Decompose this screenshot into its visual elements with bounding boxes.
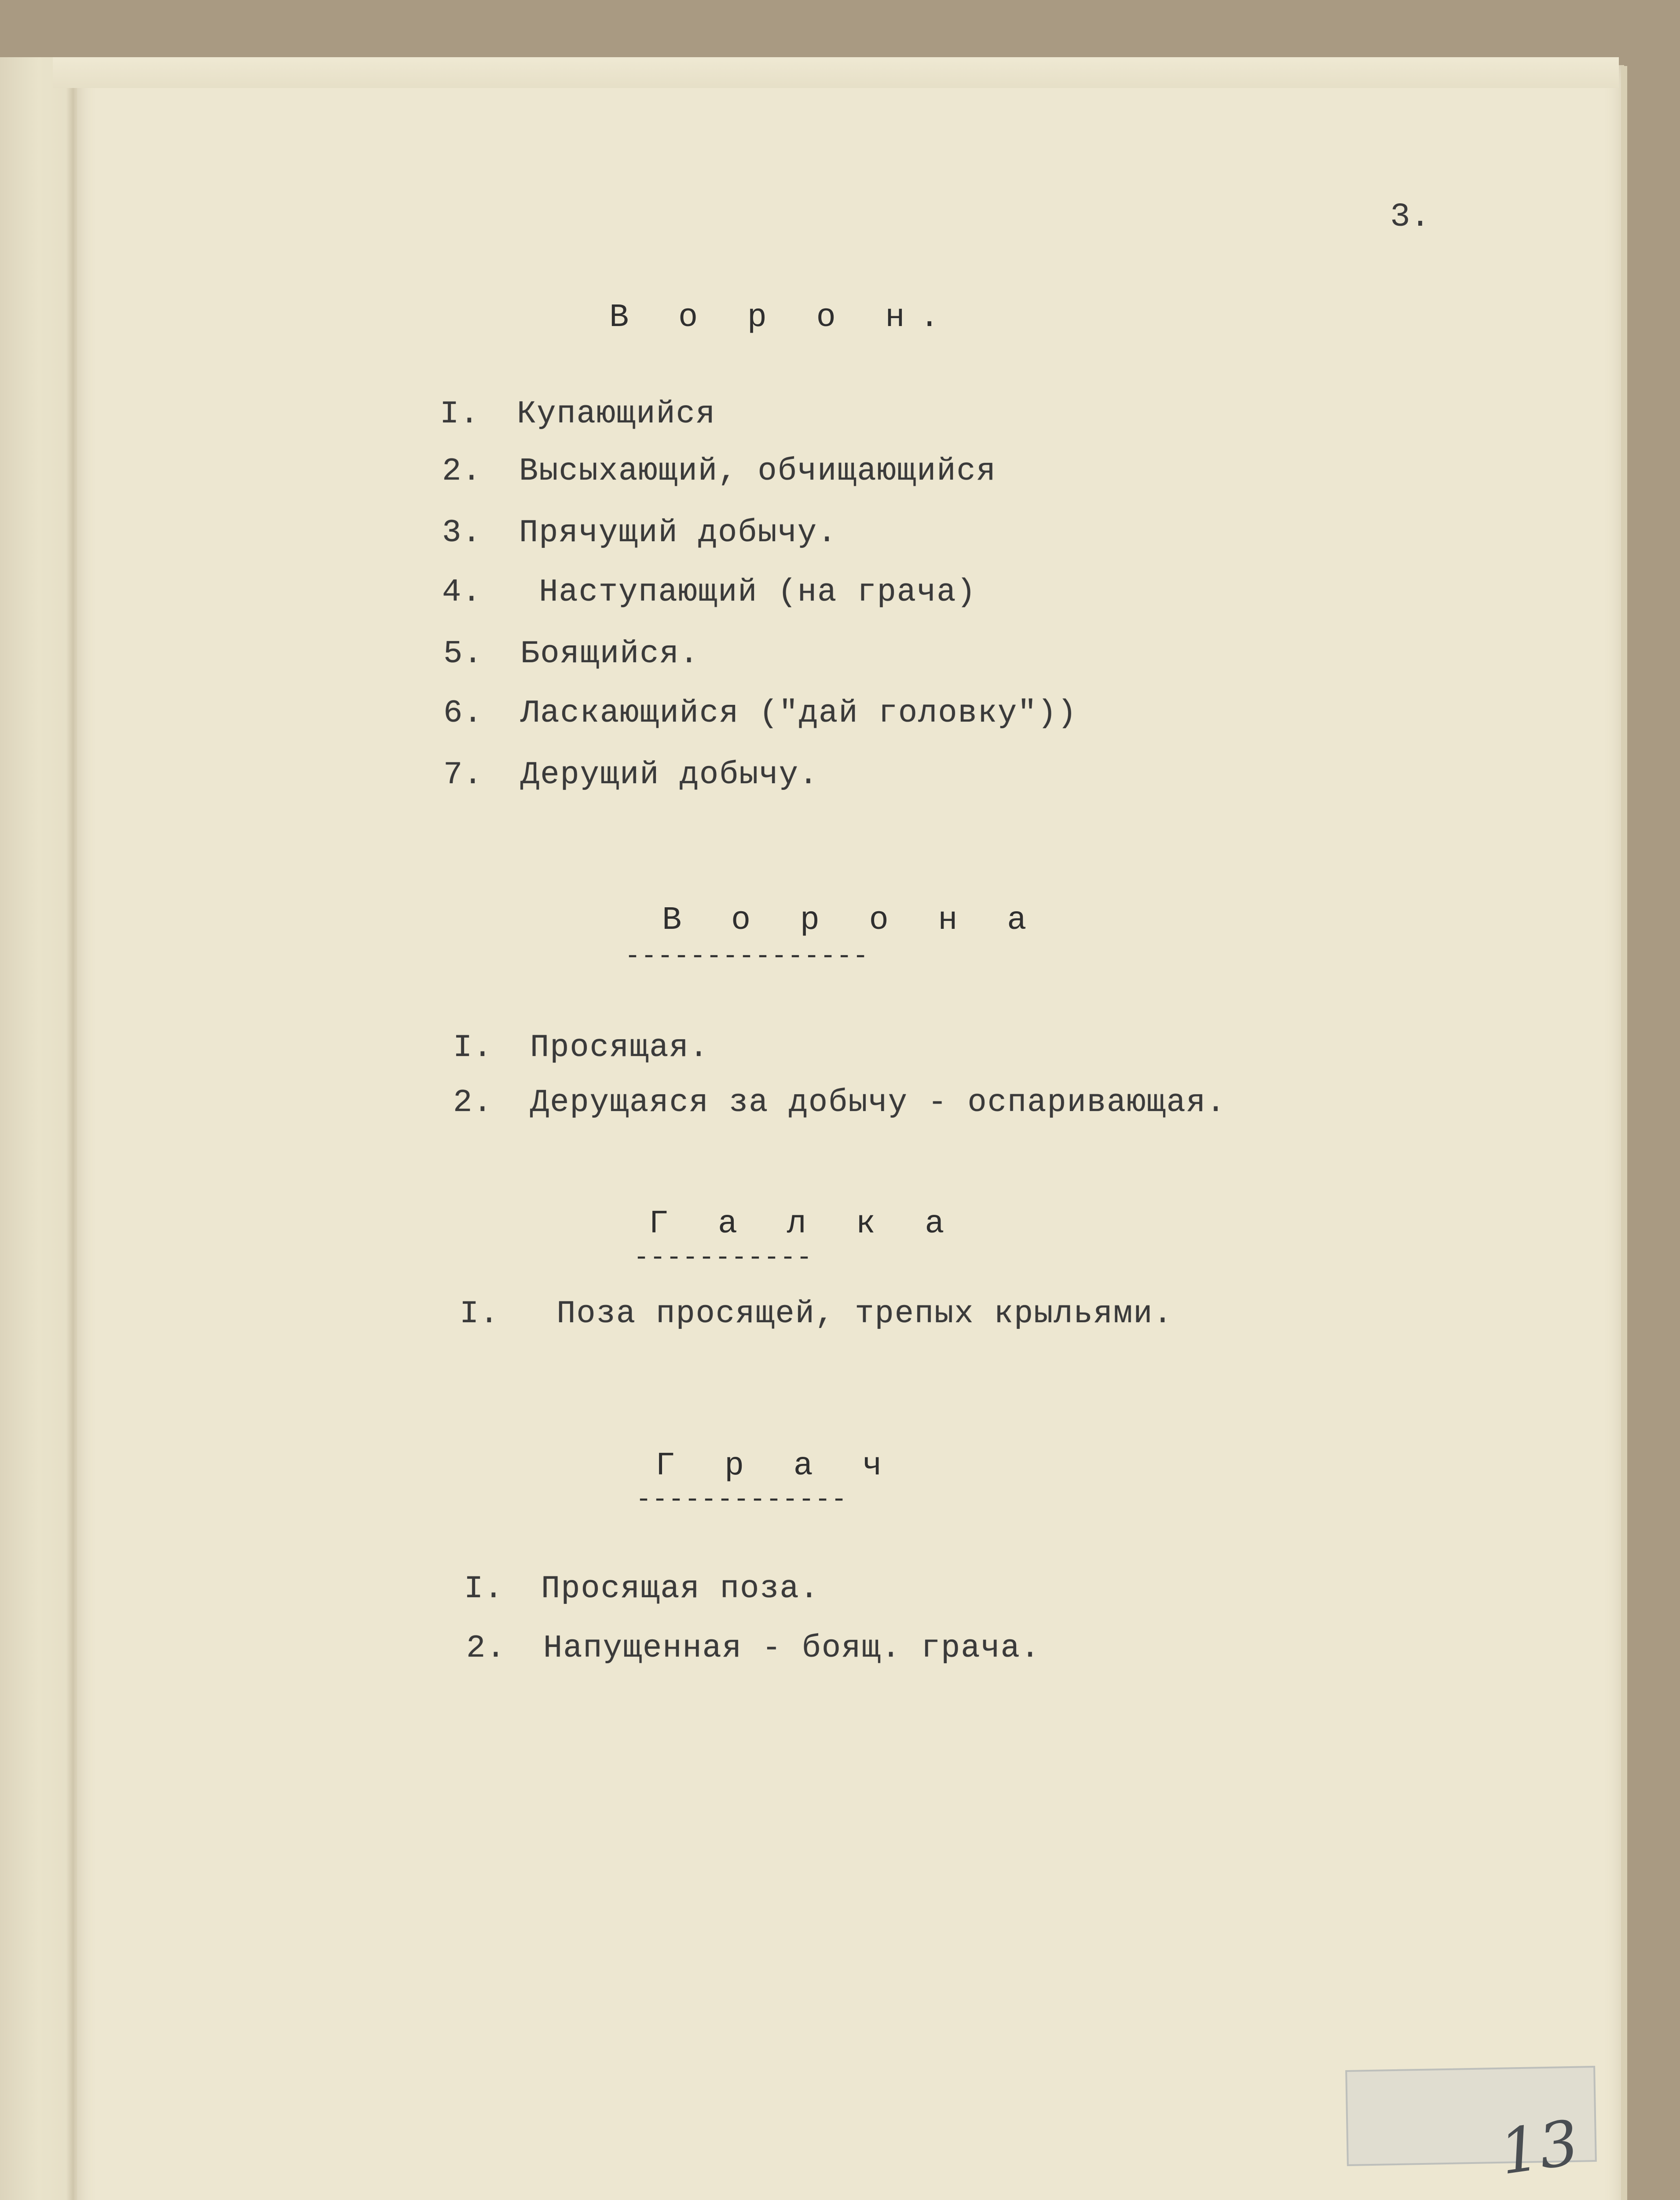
item-number: I. <box>460 1296 500 1332</box>
list-item <box>464 1571 820 1607</box>
list-item <box>440 396 716 432</box>
list-item <box>443 695 1077 731</box>
item-text: Просящая. <box>530 1030 709 1066</box>
list-item <box>443 636 699 672</box>
item-number: I. <box>453 1030 493 1066</box>
item-number: I. <box>464 1571 504 1607</box>
item-number: 2. <box>466 1630 506 1666</box>
folio-number: 13 <box>1495 2107 1583 2189</box>
list-item <box>442 515 837 551</box>
item-number: I. <box>440 396 480 432</box>
list-item <box>442 574 977 610</box>
section-heading-raven: В о р о н. <box>609 299 955 336</box>
item-text: Прячущий добычу. <box>519 515 838 551</box>
list-item <box>442 453 996 489</box>
item-text: Поза просящей, трепых крыльями. <box>537 1296 1173 1332</box>
item-text: Ласкающийся ("дай головку")) <box>520 695 1077 731</box>
item-text: Высыхающий, обчищающийся <box>519 453 996 489</box>
item-number: 3. <box>442 515 482 551</box>
section-heading-crow: В о р о н а <box>662 902 1042 939</box>
list-item <box>466 1630 1040 1666</box>
item-number: 6. <box>443 695 483 731</box>
item-number: 7. <box>443 757 483 793</box>
heading-underline: ----------- <box>633 1243 813 1273</box>
item-text: Дерущий добычу. <box>520 757 819 793</box>
item-text: Боящийся. <box>520 636 699 672</box>
list-item <box>453 1030 709 1066</box>
item-number: 2. <box>453 1085 493 1121</box>
sheet-top-edge <box>53 57 1619 88</box>
item-text: Дерущаяся за добычу - оспаривающая. <box>530 1085 1226 1121</box>
item-text: Напущенная - боящ. грача. <box>543 1630 1041 1666</box>
item-number: 4. <box>442 574 482 610</box>
heading-underline: --------------- <box>625 942 869 972</box>
item-text: Просящая поза. <box>541 1571 820 1607</box>
section-heading-jackdaw: Г а л к а <box>649 1206 959 1243</box>
section-heading-rook: Г р а ч <box>655 1448 897 1485</box>
page-number: 3. <box>1390 198 1431 236</box>
item-number: 2. <box>442 453 482 489</box>
sheet-right-edge <box>1621 66 1627 2200</box>
list-item <box>443 757 819 793</box>
heading-underline: ------------- <box>636 1485 848 1515</box>
list-item <box>460 1296 1173 1332</box>
item-number: 5. <box>443 636 483 672</box>
item-text: Наступающий (на грача) <box>519 574 977 610</box>
paper-sheet <box>77 66 1623 2200</box>
item-text: Купающийся <box>517 396 716 432</box>
list-item <box>453 1085 1226 1121</box>
